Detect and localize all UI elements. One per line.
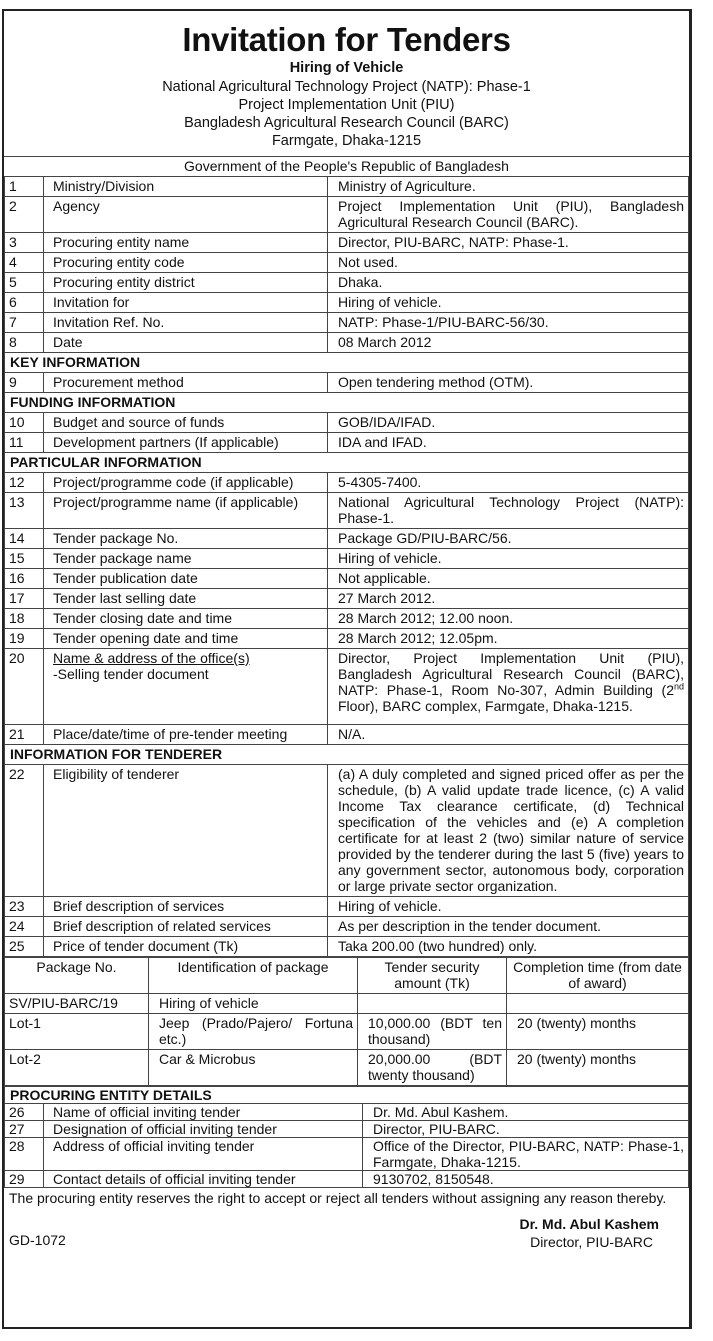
row-label: Procuring entity name xyxy=(44,233,328,253)
table-row xyxy=(5,273,689,293)
office-address-label: Name & address of the office(s) xyxy=(53,650,250,666)
row-label: Procuring entity code xyxy=(44,253,328,273)
table-row xyxy=(5,1121,689,1138)
table-row xyxy=(5,569,689,589)
signature-block xyxy=(4,1208,689,1258)
row-value: NATP: Phase-1/PIU-BARC-56/30. xyxy=(328,313,689,333)
row-value: 08 March 2012 xyxy=(328,333,689,353)
column-header: Package No. xyxy=(5,958,149,994)
row-number: 13 xyxy=(5,493,44,529)
package-header-row xyxy=(5,958,689,994)
section-heading xyxy=(5,453,689,473)
row-number: 2 xyxy=(5,197,44,233)
row-label: Tender package No. xyxy=(44,529,328,549)
table-row xyxy=(5,589,689,609)
section-procuring-entity-details: PROCURING ENTITY DETAILS xyxy=(5,1087,689,1104)
row-number: 28 xyxy=(5,1138,44,1171)
row-number: 4 xyxy=(5,253,44,273)
row-label: Brief description of services xyxy=(44,897,328,917)
row-label: Development partners (If applicable) xyxy=(44,433,328,453)
row-value: N/A. xyxy=(328,725,689,745)
row-value: Taka 200.00 (two hundred) only. xyxy=(328,937,689,957)
row-value: As per description in the tender document. xyxy=(328,917,689,937)
row-number: 5 xyxy=(5,273,44,293)
row-label: Price of tender document (Tk) xyxy=(44,937,328,957)
row-label: Tender package name xyxy=(44,549,328,569)
row-value: Director, PIU-BARC, NATP: Phase-1. xyxy=(328,233,689,253)
row-value: Ministry of Agriculture. xyxy=(328,177,689,197)
table-row xyxy=(5,177,689,197)
row-value: Open tendering method (OTM). xyxy=(328,373,689,393)
table-row xyxy=(5,765,689,897)
package-no: Lot-1 xyxy=(5,1014,149,1050)
row-label: Procuring entity district xyxy=(44,273,328,293)
table-row xyxy=(5,197,689,233)
row-value: Package GD/PIU-BARC/56. xyxy=(328,529,689,549)
row-number: 23 xyxy=(5,897,44,917)
row-number: 22 xyxy=(5,765,44,897)
row-value: Hiring of vehicle. xyxy=(328,897,689,917)
row-label: Procurement method xyxy=(44,373,328,393)
header-line: National Agricultural Technology Project (NATP): Phase-1 xyxy=(162,79,531,95)
column-header: Identification of package xyxy=(149,958,358,994)
row-label: Place/date/time of pre-tender meeting xyxy=(44,725,328,745)
table-row xyxy=(5,1050,689,1086)
table-row xyxy=(5,413,689,433)
row-value xyxy=(328,649,689,725)
row-label: Tender closing date and time xyxy=(44,609,328,629)
security-amount: 20,000.00 (BDT twenty thousand) xyxy=(358,1050,507,1086)
package-table xyxy=(4,957,689,1086)
section-particular-information: PARTICULAR INFORMATION xyxy=(5,453,689,473)
row-number: 17 xyxy=(5,589,44,609)
row-label: Budget and source of funds xyxy=(44,413,328,433)
row-label: Project/programme code (if applicable) xyxy=(44,473,328,493)
row-number: 10 xyxy=(5,413,44,433)
row-value: Dr. Md. Abul Kashem. xyxy=(363,1104,689,1121)
row-number: 19 xyxy=(5,629,44,649)
table-row xyxy=(5,253,689,273)
row-number: 25 xyxy=(5,937,44,957)
header-line: Farmgate, Dhaka-1215 xyxy=(271,133,422,149)
row-label: Contact details of official inviting tender xyxy=(44,1171,363,1188)
row-label: Ministry/Division xyxy=(44,177,328,197)
table-row xyxy=(5,1104,689,1121)
government-line: Government of the People's Republic of Bangladesh xyxy=(4,156,689,176)
row-number: 21 xyxy=(5,725,44,745)
table-row xyxy=(5,1014,689,1050)
row-label: Invitation Ref. No. xyxy=(44,313,328,333)
header-line: Bangladesh Agricultural Research Council (BARC) xyxy=(184,115,509,131)
table-row xyxy=(5,333,689,353)
column-header: Completion time (from date of award) xyxy=(507,958,689,994)
row-label: Brief description of related services xyxy=(44,917,328,937)
section-heading xyxy=(5,393,689,413)
package-identification: Hiring of vehicle xyxy=(149,994,358,1014)
table-row xyxy=(5,529,689,549)
row-value: Dhaka. xyxy=(328,273,689,293)
row-number: 29 xyxy=(5,1171,44,1188)
row-value: (a) A duly completed and signed priced offer as per the schedule, (b) A valid update trade licence, (c) A valid Income Tax clearance certificate, (d) Technical specification of the vehicles and (e) A completion certificate for at least 2 (two) similar nature of service provided by the tenderer during the last 5 (five) years to any government sector, autonomous body, corporation or large private sector organization. xyxy=(328,765,689,897)
table-row xyxy=(5,629,689,649)
row-number: 18 xyxy=(5,609,44,629)
row-label: Eligibility of tenderer xyxy=(44,765,328,897)
table-row xyxy=(5,917,689,937)
row-number: 7 xyxy=(5,313,44,333)
row-value: Hiring of vehicle. xyxy=(328,549,689,569)
office-address-value: Director, Project Implementation Unit (PIU), Bangladesh Agricultural Research Council (BARC), NATP: Phase-1, Room No-307, Admin Building (2 xyxy=(338,650,684,698)
section-funding-information: FUNDING INFORMATION xyxy=(5,393,689,413)
row-label: Invitation for xyxy=(44,293,328,313)
row-label: Address of official inviting tender xyxy=(44,1138,363,1171)
section-heading xyxy=(5,745,689,765)
row-value: 5-4305-7400. xyxy=(328,473,689,493)
table-row xyxy=(5,433,689,453)
row-label xyxy=(44,649,328,725)
table-row xyxy=(5,897,689,917)
ordinal-suffix: nd xyxy=(673,681,684,692)
row-label: Agency xyxy=(44,197,328,233)
section-information-for-tenderer: INFORMATION FOR TENDERER xyxy=(5,745,689,765)
row-value: Hiring of vehicle. xyxy=(328,293,689,313)
row-value: National Agricultural Technology Project (NATP): Phase-1. xyxy=(328,493,689,529)
row-value: 9130702, 8150548. xyxy=(363,1171,689,1188)
table-row xyxy=(5,994,689,1014)
row-label: Name of official inviting tender xyxy=(44,1104,363,1121)
table-row xyxy=(5,1138,689,1171)
row-number: 9 xyxy=(5,373,44,393)
row-label: Tender opening date and time xyxy=(44,629,328,649)
row-value: Director, PIU-BARC. xyxy=(363,1121,689,1138)
table-row xyxy=(5,313,689,333)
signatory-designation: Director, PIU-BARC xyxy=(530,1234,653,1250)
row-label: Project/programme name (if applicable) xyxy=(44,493,328,529)
security-amount: 10,000.00 (BDT ten thousand) xyxy=(358,1014,507,1050)
row-number: 14 xyxy=(5,529,44,549)
table-row xyxy=(5,493,689,529)
table-row xyxy=(5,937,689,957)
table-row xyxy=(5,373,689,393)
table-row xyxy=(5,725,689,745)
row-value: IDA and IFAD. xyxy=(328,433,689,453)
row-value: 27 March 2012. xyxy=(328,589,689,609)
selling-document-label: -Selling tender document xyxy=(53,666,209,682)
table-row xyxy=(5,293,689,313)
row-value: Not used. xyxy=(328,253,689,273)
package-no: SV/PIU-BARC/19 xyxy=(5,994,149,1014)
table-row xyxy=(5,1171,689,1188)
column-header: Tender security amount (Tk) xyxy=(358,958,507,994)
package-identification: Jeep (Prado/Pajero/ Fortuna etc.) xyxy=(149,1014,358,1050)
row-label: Tender last selling date xyxy=(44,589,328,609)
office-address-value-tail: Floor), BARC complex, Farmgate, Dhaka-1215. xyxy=(338,698,633,714)
row-number: 27 xyxy=(5,1121,44,1138)
table-row xyxy=(5,549,689,569)
row-number: 1 xyxy=(5,177,44,197)
table-row xyxy=(5,609,689,629)
row-number: 6 xyxy=(5,293,44,313)
row-value: Office of the Director, PIU-BARC, NATP: Phase-1, Farmgate, Dhaka-1215. xyxy=(363,1138,689,1171)
package-no: Lot-2 xyxy=(5,1050,149,1086)
row-label: Designation of official inviting tender xyxy=(44,1121,363,1138)
notice-code: GD-1072 xyxy=(9,1232,66,1248)
row-value: 28 March 2012; 12.00 noon. xyxy=(328,609,689,629)
completion-time xyxy=(507,994,689,1014)
table-row xyxy=(5,233,689,253)
completion-time: 20 (twenty) months xyxy=(507,1014,689,1050)
row-number: 24 xyxy=(5,917,44,937)
row-number: 3 xyxy=(5,233,44,253)
notice-subtitle: Hiring of Vehicle xyxy=(289,60,404,76)
row-number: 20 xyxy=(5,649,44,725)
header-line: Project Implementation Unit (PIU) xyxy=(238,97,455,113)
completion-time: 20 (twenty) months xyxy=(507,1050,689,1086)
row-number: 8 xyxy=(5,333,44,353)
section-heading xyxy=(5,353,689,373)
section-key-information: KEY INFORMATION xyxy=(5,353,689,373)
row-number: 26 xyxy=(5,1104,44,1121)
row-number: 15 xyxy=(5,549,44,569)
procuring-entity-table xyxy=(4,1086,689,1188)
details-table xyxy=(4,176,689,957)
reservation-note: The procuring entity reserves the right to accept or reject all tenders without assigning any reason thereby. xyxy=(9,1190,667,1206)
signatory-name: Dr. Md. Abul Kashem xyxy=(519,1216,659,1232)
row-number: 11 xyxy=(5,433,44,453)
package-identification: Car & Microbus xyxy=(149,1050,358,1086)
table-row xyxy=(5,473,689,493)
row-value: 28 March 2012; 12.05pm. xyxy=(328,629,689,649)
row-label: Date xyxy=(44,333,328,353)
tender-notice xyxy=(2,9,692,1329)
row-label: Tender publication date xyxy=(44,569,328,589)
row-number: 16 xyxy=(5,569,44,589)
section-heading xyxy=(5,1087,689,1104)
row-value: Not applicable. xyxy=(328,569,689,589)
table-row xyxy=(5,649,689,725)
row-number: 12 xyxy=(5,473,44,493)
row-value: Project Implementation Unit (PIU), Bangladesh Agricultural Research Council (BARC). xyxy=(328,197,689,233)
security-amount xyxy=(358,994,507,1014)
notice-header xyxy=(4,21,689,150)
page-title: Invitation for Tenders xyxy=(182,21,511,58)
row-value: GOB/IDA/IFAD. xyxy=(328,413,689,433)
